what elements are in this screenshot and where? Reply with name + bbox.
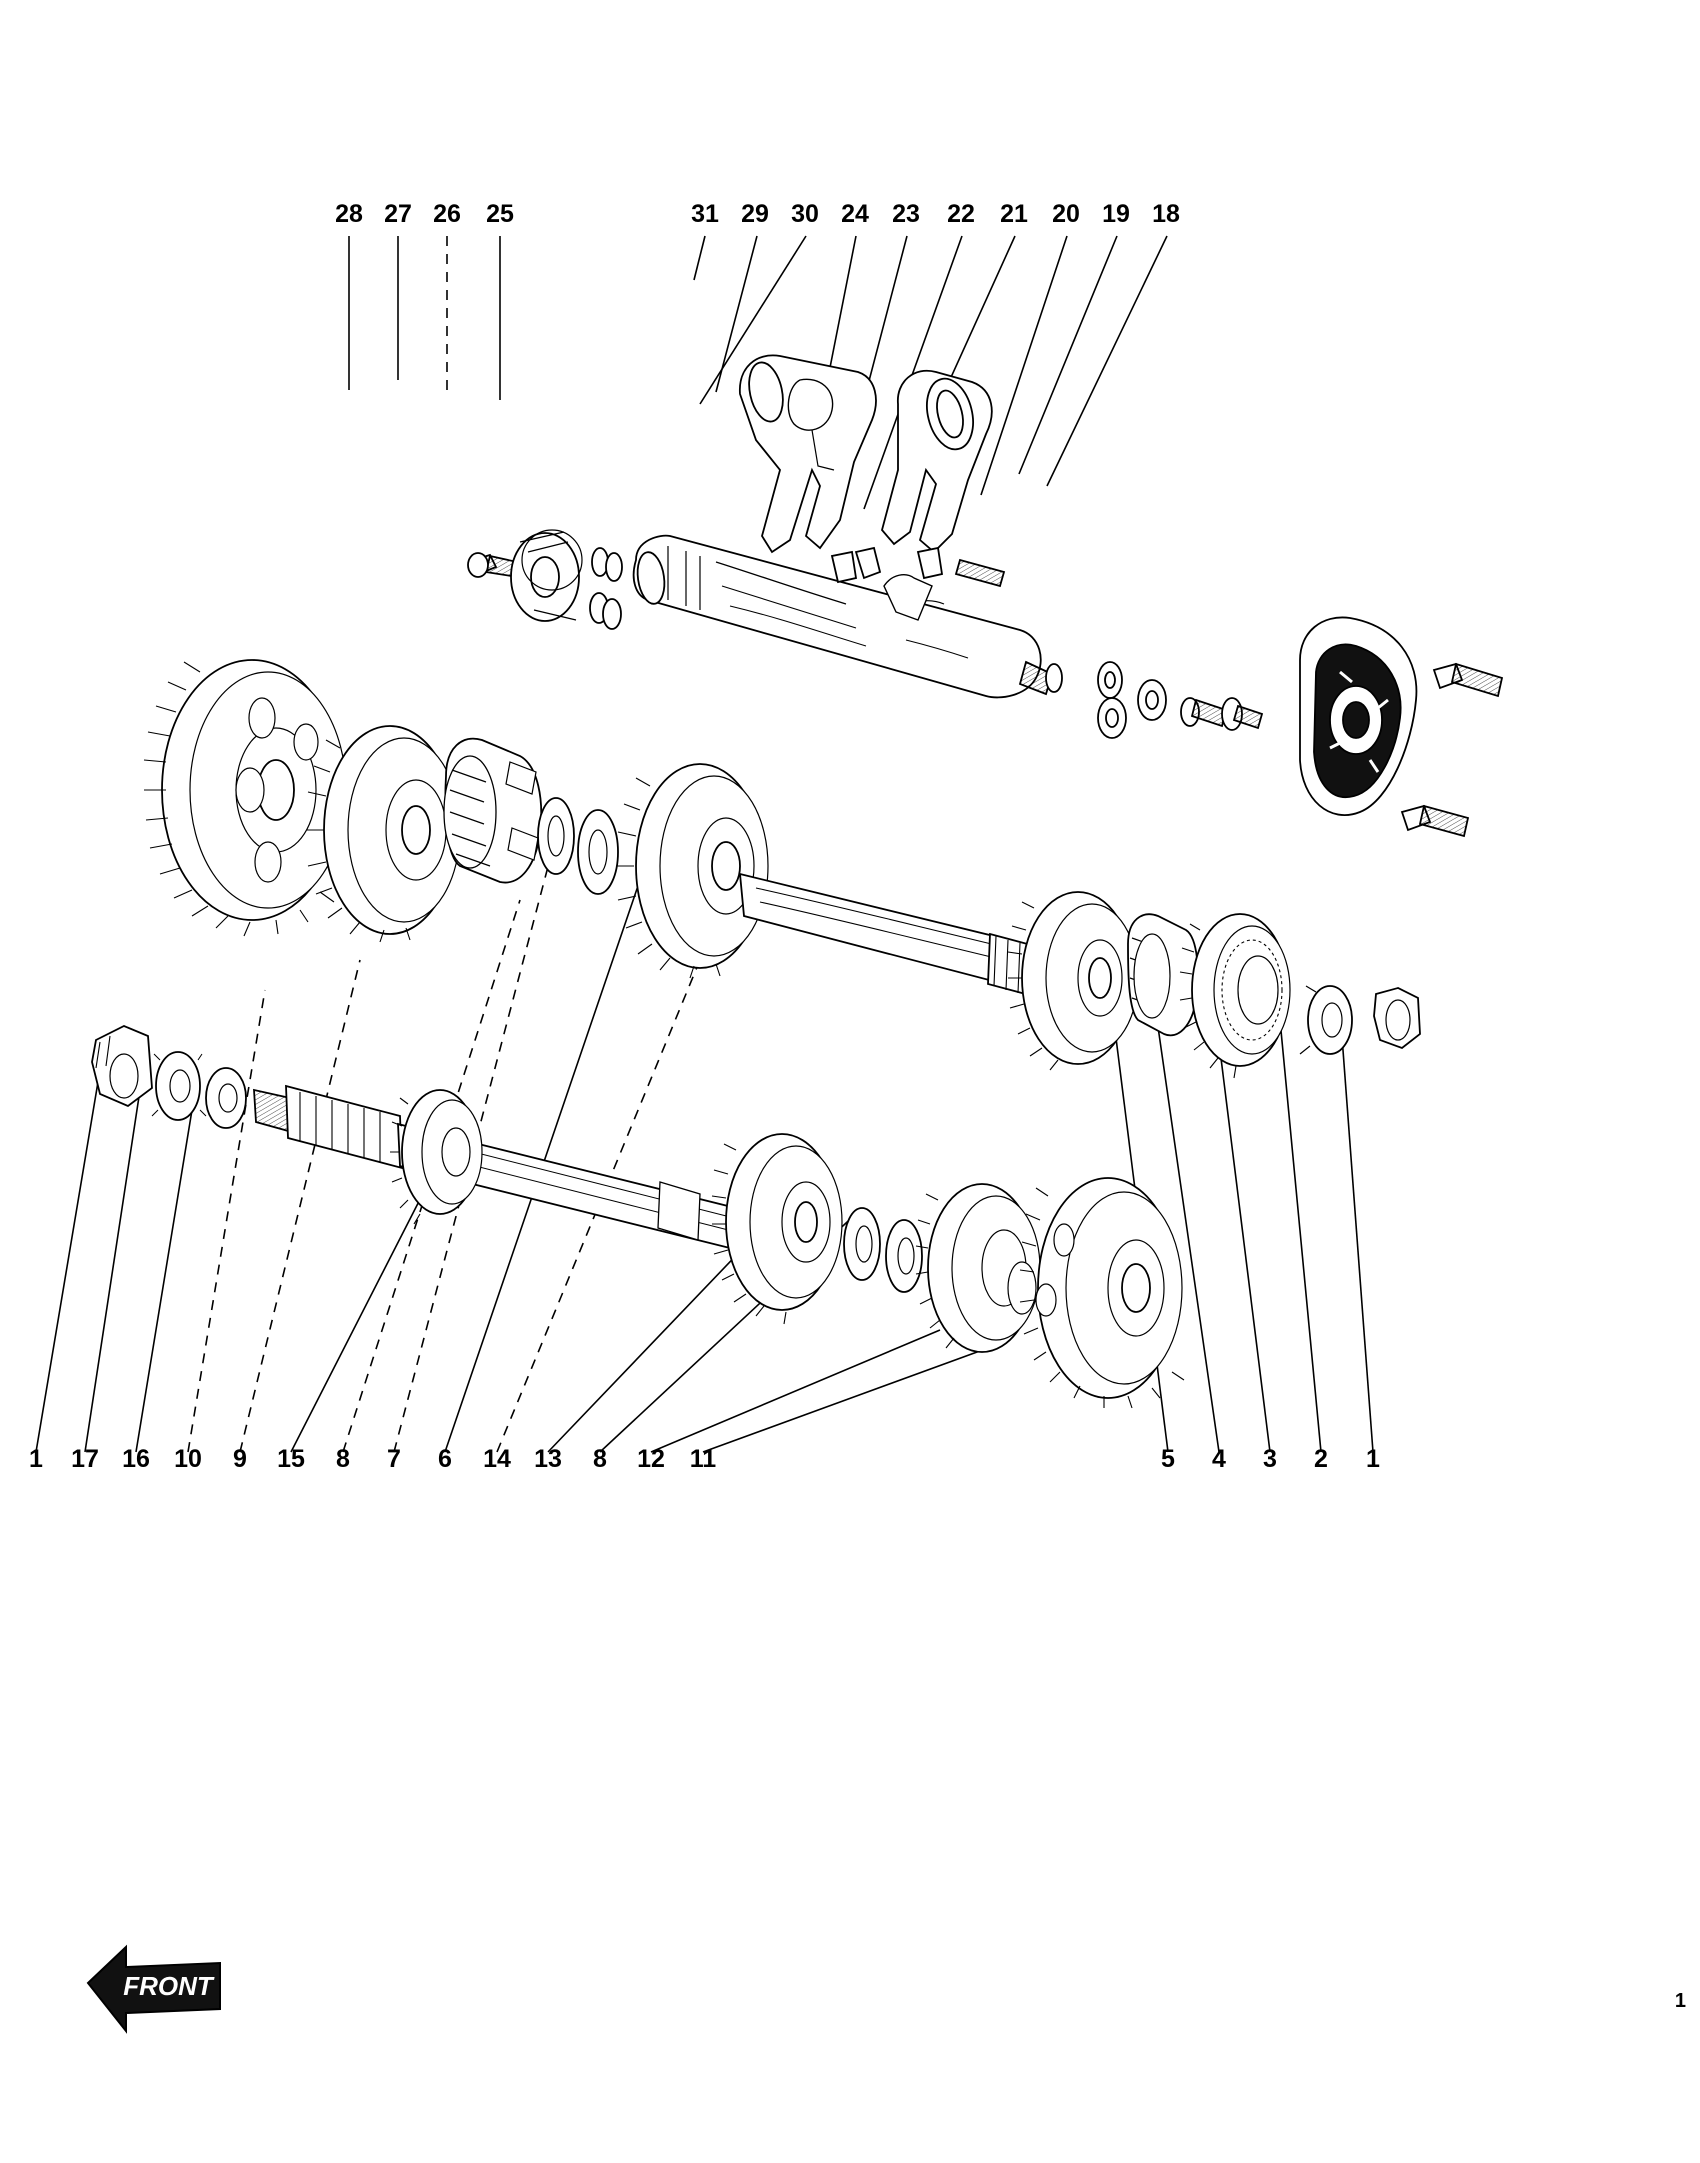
part-5-gear [1008,892,1138,1070]
callout-number-18: 18 [1152,200,1180,228]
lower-shaft-shaft [254,1086,762,1256]
leader-line-3 [1215,1010,1270,1452]
part-15-clutch-hub [444,739,541,883]
part-15-lower-gear [390,1090,482,1224]
leader-line-1 [36,1070,100,1452]
callout-number-30: 30 [791,200,819,228]
part-29-shift-fork [882,371,992,578]
callout-number-9: 9 [233,1445,247,1473]
leader-line-9 [240,960,360,1452]
part-1-nut [1374,988,1420,1048]
callout-number-13: 13 [534,1445,562,1473]
page-number: 1 [1674,1990,1686,2012]
part-8-lower-washer [886,1220,922,1292]
leader-line-2 [1280,1020,1321,1452]
part-16-washer [206,1068,246,1128]
callout-number-8: 8 [336,1445,350,1473]
shift-drum-assembly [468,355,1502,836]
front-label: FRONT [123,1971,213,2001]
part-18-bolt [1434,664,1502,696]
callout-number-4: 4 [1212,1445,1226,1473]
leader-line-1 [1340,1010,1373,1452]
callout-number-16: 16 [122,1445,150,1473]
parts-24-23-22-21-washers-bolt [1098,662,1262,738]
leader-line-19 [1019,236,1117,474]
callout-number-20: 20 [1052,200,1080,228]
part-13-washer [844,1208,880,1280]
callout-number-19: 19 [1102,200,1130,228]
callout-number-10: 10 [174,1445,202,1473]
leader-line-10 [188,990,265,1452]
leader-line-31 [694,236,705,280]
part-6-gear [616,764,768,978]
lower-shaft-assembly [92,1026,1184,1408]
leader-line-17 [85,1090,140,1452]
lower-part-1-nut [92,1026,152,1106]
callout-number-2: 2 [1314,1445,1328,1473]
callout-number-15: 15 [277,1445,305,1473]
part-12-gear [916,1184,1040,1352]
upper-shaft-shaft [740,874,1050,1000]
part-17-lock-washer [152,1052,206,1120]
part-11-gear [1020,1178,1184,1408]
callout-number-5: 5 [1161,1445,1175,1473]
callout-number-28: 28 [335,200,363,228]
callout-number-17: 17 [71,1445,99,1473]
callout-number-31: 31 [691,200,719,228]
part-8-washer [538,798,574,874]
part-30-pin [956,560,1004,586]
leader-line-12 [651,1330,940,1452]
callout-number-24: 24 [841,200,869,228]
part-7-washer [578,810,618,894]
leader-line-11 [703,1340,1010,1452]
leader-line-15 [291,1170,435,1452]
part-26-washers [590,548,622,629]
part-20-bearing-holder [1300,617,1416,815]
callout-number-3: 3 [1263,1445,1277,1473]
part-4-spline-collar [1128,914,1198,1035]
part-19-bolt [1402,806,1468,836]
callout-number-1: 1 [1366,1445,1380,1473]
callout-number-7: 7 [387,1445,401,1473]
leader-line-20 [981,236,1067,495]
callout-number-1: 1 [29,1445,43,1473]
callout-number-11: 11 [689,1445,717,1473]
callout-number-6: 6 [438,1445,452,1473]
leader-line-16 [136,1110,192,1452]
part-3-sprocket [1180,914,1290,1078]
part-27-plate [511,530,582,621]
callout-number-26: 26 [433,200,461,228]
callout-number-12: 12 [637,1445,665,1473]
part-31-shift-fork [740,355,880,582]
callout-number-8: 8 [593,1445,607,1473]
callout-number-14: 14 [483,1445,511,1473]
callout-number-29: 29 [741,200,769,228]
callout-number-25: 25 [486,200,514,228]
callout-number-27: 27 [384,200,412,228]
front-direction-marker [80,1925,225,2035]
callout-number-23: 23 [892,200,920,228]
callout-number-21: 21 [1000,200,1028,228]
part-2-lock-washer [1300,986,1352,1054]
part-10-gear [144,660,346,936]
callout-number-22: 22 [947,200,975,228]
part-14-gear [712,1134,842,1324]
